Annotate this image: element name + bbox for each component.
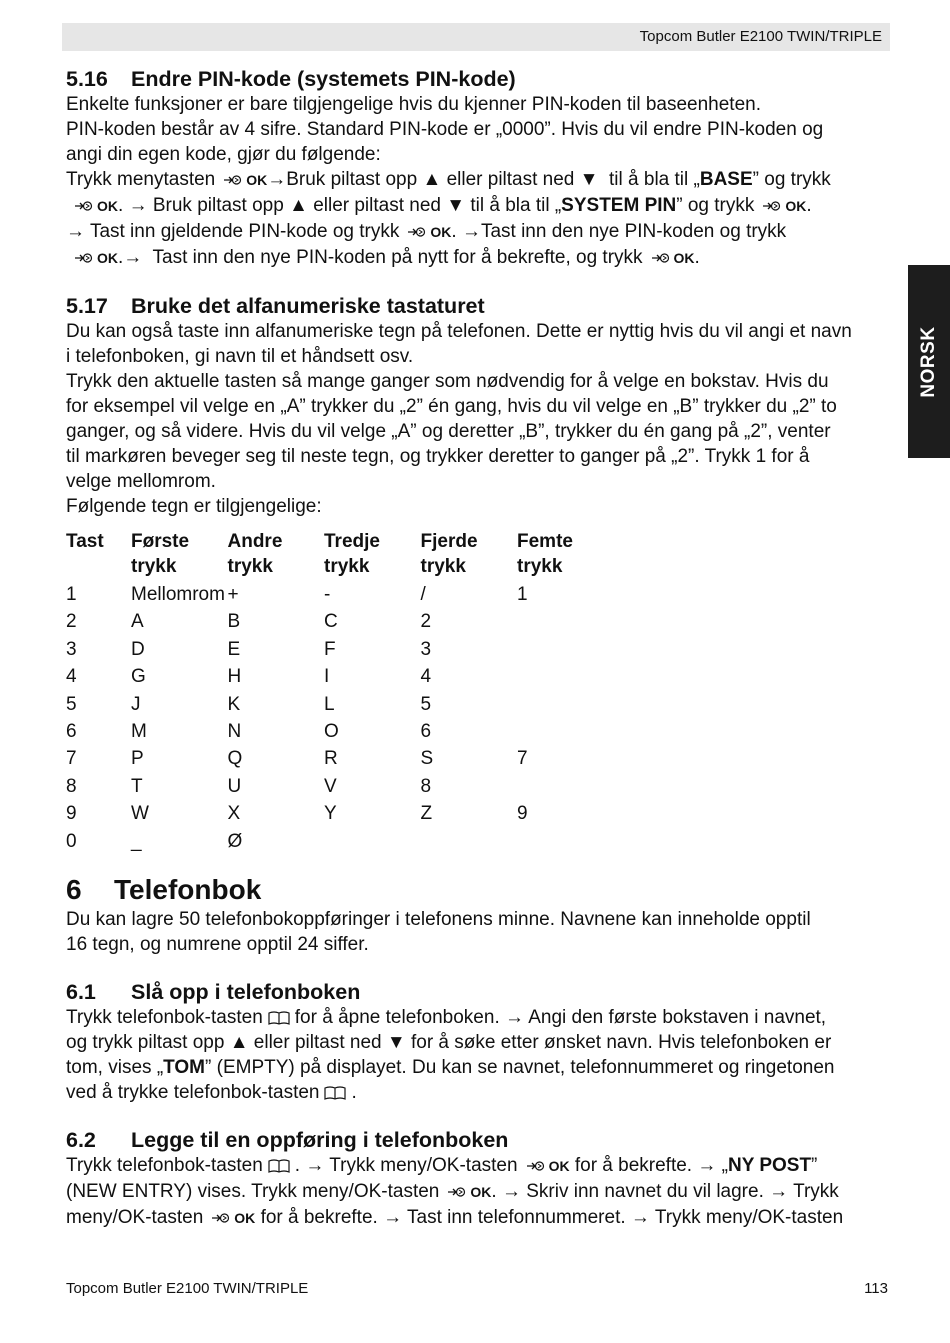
table-cell: S bbox=[420, 748, 434, 770]
instruction-line: tom, vises „TOM” (EMPTY) på displayet. Du kan se navnet, telefonnummeret og ringetonen bbox=[66, 1056, 835, 1078]
instruction-line: Trykk telefonbok-tasten for å åpne telefonboken. → Angi den første bokstaven i navnet, bbox=[66, 1006, 827, 1028]
table-cell: 5 bbox=[66, 693, 77, 715]
menu-ok-key-icon bbox=[651, 251, 671, 265]
table-cell bbox=[324, 828, 421, 855]
table-cell: X bbox=[227, 803, 241, 825]
table-cell: 0 bbox=[66, 830, 77, 852]
table-cell: W bbox=[131, 803, 149, 825]
table-cell: 7 bbox=[66, 748, 77, 770]
table-cell bbox=[517, 773, 614, 800]
page-content bbox=[66, 66, 888, 1231]
table-cell: - bbox=[324, 584, 331, 605]
table-cell: 6 bbox=[66, 720, 77, 742]
paragraph-line: Enkelte funksjoner er bare tilgjengelige hvis du kjenner PIN-koden til baseenheten. bbox=[66, 94, 761, 115]
table-cell: L bbox=[324, 693, 335, 715]
table-cell bbox=[517, 608, 614, 635]
language-tab bbox=[908, 265, 950, 458]
table-cell: Q bbox=[227, 748, 243, 770]
table-row bbox=[66, 663, 626, 690]
table-row bbox=[66, 800, 626, 827]
table-cell: 3 bbox=[420, 638, 432, 660]
table-cell: Ø bbox=[227, 830, 243, 852]
chapter-number: 6 bbox=[66, 873, 82, 905]
table-row bbox=[66, 636, 626, 663]
section-number: 5.16 bbox=[66, 67, 108, 91]
table-row bbox=[66, 691, 626, 718]
table-cell bbox=[517, 828, 614, 855]
table-cell: 9 bbox=[66, 803, 77, 825]
chapter-6 bbox=[66, 873, 888, 957]
header-bar bbox=[62, 23, 890, 51]
table-cell: F bbox=[324, 638, 336, 660]
section-title: Legge til en oppføring i telefonboken bbox=[131, 1127, 509, 1152]
paragraph-line: 16 tegn, og numrene opptil 24 siffer. bbox=[66, 933, 369, 955]
table-cell: 4 bbox=[66, 666, 77, 688]
table-cell: O bbox=[324, 720, 339, 742]
paragraph-line: angi din egen kode, gjør du følgende: bbox=[66, 144, 381, 165]
table-row bbox=[66, 581, 626, 608]
table-cell: J bbox=[131, 693, 141, 715]
table-header-cell: Femte trykk bbox=[517, 531, 573, 577]
footer-product-name: Topcom Butler E2100 TWIN/TRIPLE bbox=[66, 1280, 309, 1297]
paragraph-line: PIN-koden består av 4 sifre. Standard PIN-kode er „0000”. Hvis du vil endre PIN-koden og bbox=[66, 119, 824, 140]
header-title: Topcom Butler E2100 TWIN/TRIPLE bbox=[639, 28, 882, 45]
table-cell: Z bbox=[420, 803, 433, 825]
section-5-17 bbox=[66, 293, 888, 855]
chapter-title: Telefonbok bbox=[114, 873, 262, 905]
table-row bbox=[66, 745, 626, 772]
table-cell bbox=[517, 691, 614, 718]
instruction-line: Trykk telefonbok-tasten . → Trykk meny/OK-tasten OK for å bekrefte. → „NY POST” bbox=[66, 1154, 818, 1176]
character-table bbox=[66, 529, 626, 855]
table-cell: / bbox=[420, 584, 426, 605]
table-cell: E bbox=[227, 638, 241, 660]
instruction-line: OK. → Bruk piltast opp ▲ eller piltast ned ▼ til å bla til „SYSTEM PIN” og trykk OK. bbox=[66, 193, 888, 219]
table-header-cell: Tast bbox=[66, 531, 104, 552]
instruction-line: → Tast inn gjeldende PIN-kode og trykk OK. →Tast inn den nye PIN-koden og trykk bbox=[66, 221, 787, 242]
table-cell bbox=[421, 828, 518, 855]
paragraph-line: Du kan også taste inn alfanumeriske tegn på telefonen. Dette er nyttig hvis du vil angi et navn bbox=[66, 321, 852, 342]
phonebook-icon bbox=[267, 1158, 291, 1174]
instruction-line: og trykk piltast opp ▲ eller piltast ned ▼ for å søke etter ønsket navn. Hvis telefonboken er bbox=[66, 1031, 832, 1053]
section-5-16 bbox=[66, 66, 888, 271]
phonebook-icon bbox=[267, 1010, 291, 1026]
table-cell: 8 bbox=[66, 775, 77, 797]
table-cell: 1 bbox=[517, 584, 528, 605]
table-cell: Y bbox=[324, 803, 337, 825]
table-cell: _ bbox=[131, 830, 142, 852]
table-cell: 5 bbox=[420, 693, 432, 715]
table-cell: 2 bbox=[66, 611, 77, 633]
section-6-1 bbox=[66, 979, 888, 1105]
section-heading bbox=[66, 1127, 888, 1153]
table-cell: D bbox=[131, 638, 145, 660]
table-cell: Mellomrom bbox=[131, 584, 225, 605]
table-cell: V bbox=[324, 775, 337, 797]
table-cell: 3 bbox=[66, 638, 77, 660]
table-cell: H bbox=[227, 666, 242, 688]
instruction-line: Trykk menytasten OK→Bruk piltast opp ▲ eller piltast ned ▼ til å bla til „BASE” og trykk bbox=[66, 169, 831, 190]
table-header-cell: Tredje trykk bbox=[324, 531, 380, 577]
page-number: 113 bbox=[864, 1280, 888, 1297]
table-cell: A bbox=[131, 611, 144, 633]
table-cell bbox=[517, 663, 614, 690]
table-header-cell: Første trykk bbox=[131, 531, 190, 577]
section-title: Bruke det alfanumeriske tastaturet bbox=[131, 294, 485, 318]
table-cell: P bbox=[131, 748, 144, 770]
menu-ok-key-icon bbox=[526, 1159, 546, 1173]
table-cell: 6 bbox=[420, 720, 432, 742]
table-cell: T bbox=[131, 775, 143, 797]
instruction-line: ved å trykke telefonbok-tasten . bbox=[66, 1081, 357, 1103]
instruction-line: OK.→ Tast inn den nye PIN-koden på nytt for å bekrefte, og trykk OK. bbox=[66, 245, 888, 271]
table-cell: 2 bbox=[420, 611, 432, 633]
table-cell: B bbox=[227, 611, 241, 633]
section-number: 6.1 bbox=[66, 979, 96, 1004]
table-cell: I bbox=[324, 666, 330, 688]
paragraph-line: Følgende tegn er tilgjengelige: bbox=[66, 496, 322, 517]
paragraph-line: Trykk den aktuelle tasten så mange ganger som nødvendig for å velge en bokstav. Hvis du bbox=[66, 371, 829, 392]
table-cell bbox=[517, 636, 614, 663]
section-number: 5.17 bbox=[66, 294, 108, 318]
table-row bbox=[66, 608, 626, 635]
menu-ok-key-icon bbox=[762, 199, 782, 213]
menu-ok-key-icon bbox=[74, 251, 94, 265]
table-cell: C bbox=[324, 611, 338, 633]
table-header-cell: Fjerde trykk bbox=[420, 531, 478, 577]
table-header-cell: Andre trykk bbox=[227, 531, 283, 577]
instruction-line: meny/OK-tasten OK for å bekrefte. → Tast inn telefonnummeret. → Trykk meny/OK-tasten bbox=[66, 1206, 844, 1228]
table-cell: G bbox=[131, 666, 146, 688]
chapter-heading bbox=[66, 873, 888, 907]
instruction-line: (NEW ENTRY) vises. Trykk meny/OK-tasten OK. → Skriv inn navnet du vil lagre. → Trykk bbox=[66, 1180, 839, 1202]
table-cell: + bbox=[227, 584, 239, 605]
menu-ok-key-icon bbox=[223, 173, 243, 187]
paragraph-line: i telefonboken, gi navn til et håndsett osv. bbox=[66, 346, 414, 367]
table-row bbox=[66, 773, 626, 800]
table-cell bbox=[517, 718, 614, 745]
table-cell: R bbox=[324, 748, 338, 770]
section-heading bbox=[66, 293, 888, 319]
paragraph-line: velge mellomrom. bbox=[66, 471, 216, 492]
table-cell: K bbox=[227, 693, 241, 715]
table-cell: N bbox=[227, 720, 242, 742]
table-row bbox=[66, 718, 626, 745]
section-heading bbox=[66, 979, 888, 1005]
paragraph-line: Du kan lagre 50 telefonbokoppføringer i telefonens minne. Navnene kan inneholde opptil bbox=[66, 908, 811, 930]
section-title: Slå opp i telefonboken bbox=[131, 979, 361, 1004]
phonebook-icon bbox=[323, 1085, 347, 1101]
section-6-2 bbox=[66, 1127, 888, 1231]
table-row bbox=[66, 828, 626, 855]
table-cell: 8 bbox=[420, 775, 432, 797]
paragraph-line: ganger, og så videre. Hvis du vil velge „A” og deretter „B”, trykker du én gang på „2”, venter bbox=[66, 421, 831, 442]
table-cell: 4 bbox=[420, 666, 432, 688]
section-number: 6.2 bbox=[66, 1127, 96, 1152]
table-cell: U bbox=[227, 775, 242, 797]
menu-ok-key-icon bbox=[407, 225, 427, 239]
table-cell: 7 bbox=[517, 748, 528, 770]
paragraph-line: til markøren beveger seg til neste tegn, og trykker deretter to ganger på „2”. Trykk 1 for å bbox=[66, 446, 810, 467]
menu-ok-key-icon bbox=[74, 199, 94, 213]
menu-ok-key-icon bbox=[211, 1211, 231, 1225]
section-title: Endre PIN-kode (systemets PIN-kode) bbox=[131, 67, 516, 91]
paragraph-line: for eksempel vil velge en „A” trykker du „2” én gang, hvis du vil velge en „B” trykker du „2” to bbox=[66, 396, 837, 417]
table-cell: 9 bbox=[517, 803, 528, 825]
table-header-row bbox=[66, 529, 626, 579]
language-tab-label: NORSK bbox=[918, 325, 939, 398]
section-heading bbox=[66, 66, 888, 92]
table-cell: 1 bbox=[66, 584, 77, 605]
menu-ok-key-icon bbox=[447, 1185, 467, 1199]
table-cell: M bbox=[131, 720, 147, 742]
